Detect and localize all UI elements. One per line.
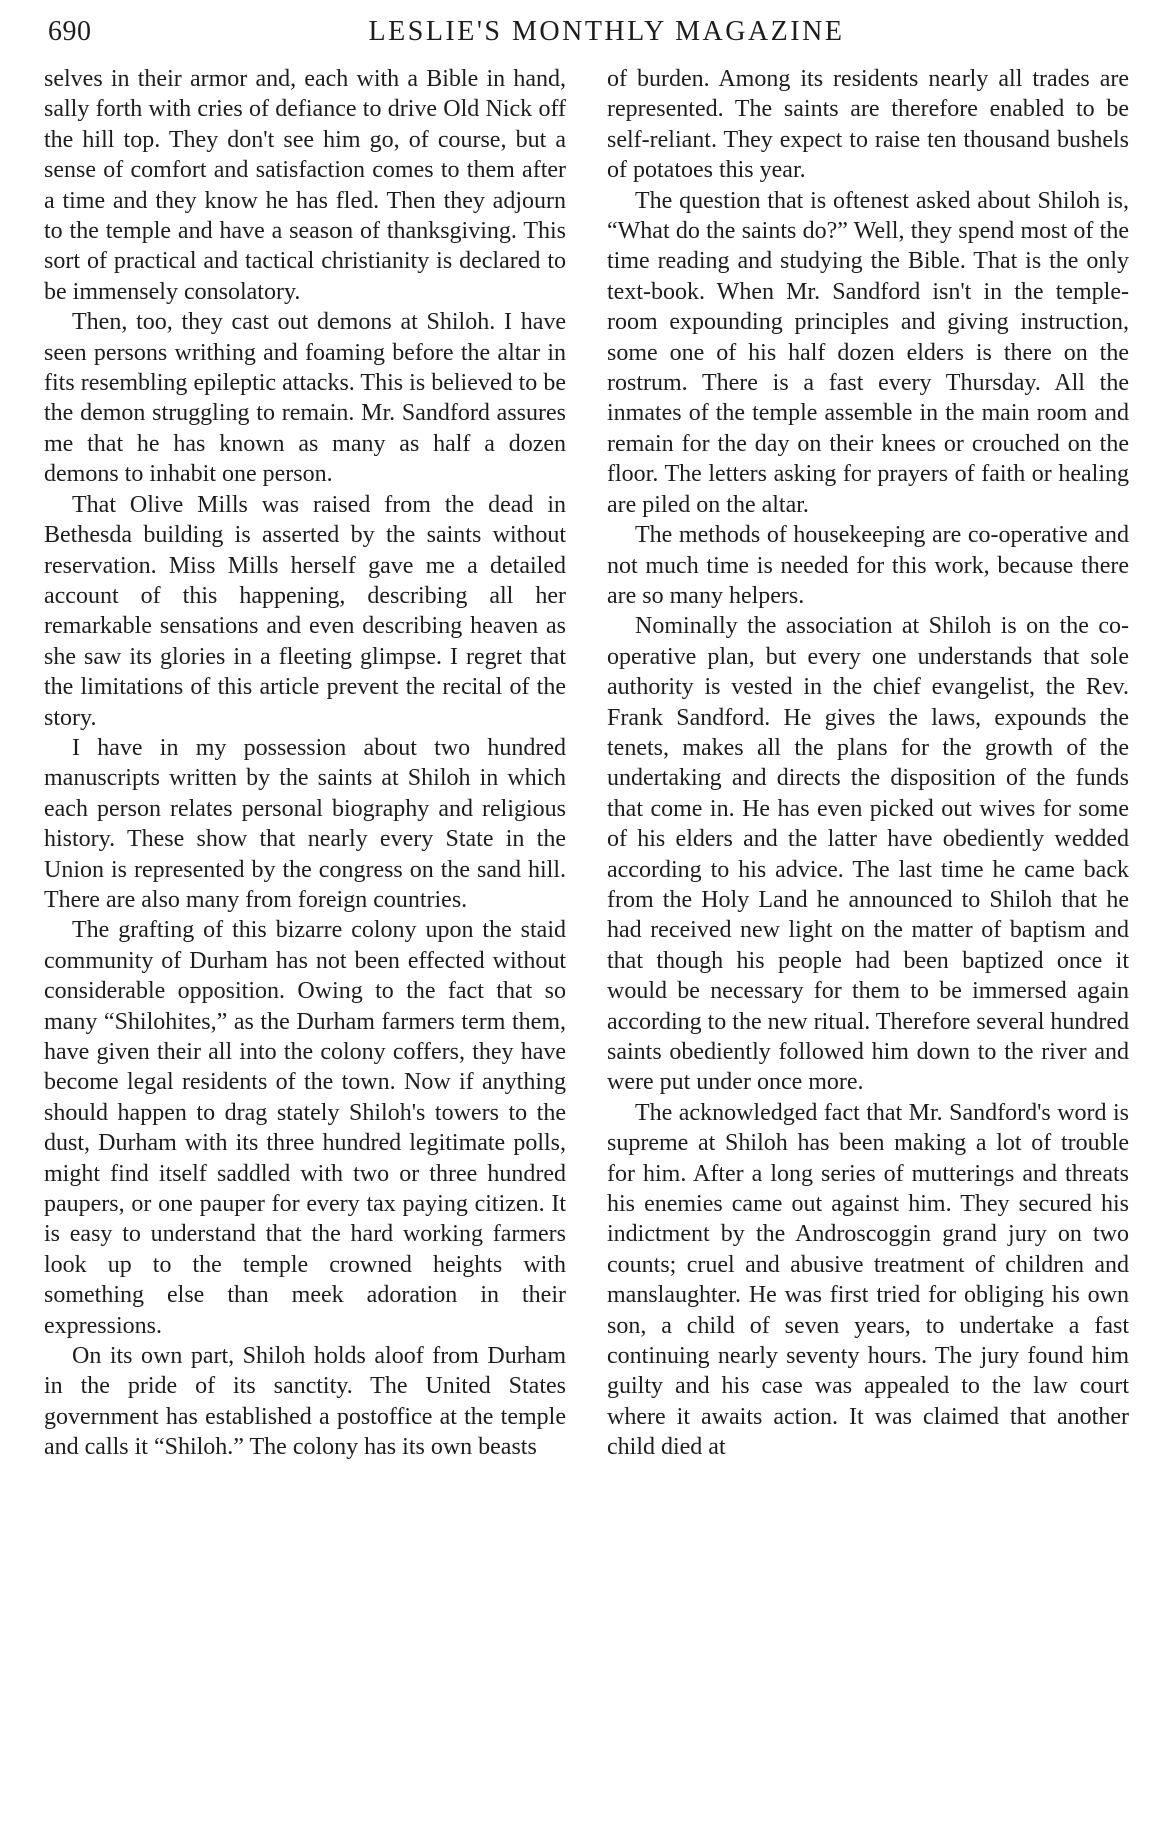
paragraph: I have in my possession about two hundred manuscripts written by the saints at Shiloh in which each person relates personal biography and religious history. These show that nearly every State in the Union is represented by the congress on the sand hill. There are also many from foreign countries. [44, 734, 566, 913]
left-column [44, 64, 566, 1463]
right-column [607, 64, 1129, 1463]
page-header [44, 14, 1129, 54]
article-columns [44, 64, 1129, 1463]
paragraph: On its own part, Shiloh holds aloof from Durham in the pride of its sanctity. The United States government has established a postoffice at the temple and calls it “Shiloh.” The colony has its own beasts [44, 1343, 566, 1461]
running-head: LESLIE'S MONTHLY MAGAZINE [368, 16, 845, 47]
paragraph: Then, too, they cast out demons at Shiloh. I have seen persons writhing and foaming before the altar in fits resembling epileptic attacks. This is believed to be the demon struggling to remain. Mr. Sandford assures me that he has known as many as half a dozen demons to inhabit one person. [44, 309, 566, 488]
paragraph: of burden. Among its residents nearly all trades are represented. The saints are therefore enabled to be self-reliant. They expect to raise ten thousand bushels of potatoes this year. [607, 66, 1129, 184]
paragraph: The grafting of this bizarre colony upon the staid community of Durham has not been effected without considerable opposition. Owing to the fact that so many “Shilohites,” as the Durham farmers term them, have given their all into the colony coffers, they have become legal residents of the town. Now if anything should happen to drag stately Shiloh's towers to the dust, Durham with its three hundred legitimate polls, might find itself saddled with two or three hundred paupers, or one pauper for every tax paying citizen. It is easy to understand that the hard working farmers look up to the temple crowned heights with something else than meek adoration in their expressions. [44, 917, 566, 1339]
paragraph: The acknowledged fact that Mr. Sandford's word is supreme at Shiloh has been making a lot of trouble for him. After a long series of mutterings and threats his enemies came out against him. They secured his indictment by the Androscoggin grand jury on two counts; cruel and abusive treatment of children and manslaughter. He was first tried for obliging his own son, a child of seven years, to undertake a fast continuing nearly seventy hours. The jury found him guilty and his case was appealed to the law court where it awaits action. It was claimed that another child died at [607, 1099, 1129, 1461]
paragraph: The methods of housekeeping are co-operative and not much time is needed for this work, because there are so many helpers. [607, 522, 1129, 609]
paragraph: The question that is oftenest asked about Shiloh is, “What do the saints do?” Well, they spend most of the time reading and studying the Bible. That is the only text-book. When Mr. Sandford isn't in the temple-room expounding principles and giving instruction, some one of his half dozen elders is there on the rostrum. There is a fast every Thursday. All the inmates of the temple assemble in the main room and remain for the day on their knees or crouched on the floor. The letters asking for prayers of faith or healing are piled on the altar. [607, 187, 1129, 518]
paragraph: Nominally the association at Shiloh is on the co-operative plan, but every one understands that sole authority is vested in the chief evangelist, the Rev. Frank Sandford. He gives the laws, expounds the tenets, makes all the plans for the growth of the undertaking and directs the disposition of the funds that come in. He has even picked out wives for some of his elders and the latter have obediently wedded according to his advice. The last time he came back from the Holy Land he announced to Shiloh that he had received new light on the matter of baptism and that though his people had been baptized once it would be necessary for them to be immersed again according to the new ritual. Therefore several hundred saints obediently followed him down to the river and were put under once more. [607, 613, 1129, 1096]
paragraph: That Olive Mills was raised from the dead in Bethesda building is asserted by the saints without reservation. Miss Mills herself gave me a detailed account of this happening, describing all her remarkable sensations and even describing heaven as she saw its glories in a fleeting glimpse. I regret that the limitations of this article prevent the recital of the story. [44, 491, 566, 731]
page-number: 690 [48, 16, 92, 47]
paragraph: selves in their armor and, each with a Bible in hand, sally forth with cries of defiance to drive Old Nick off the hill top. They don't see him go, of course, but a sense of comfort and satisfaction comes to them after a time and they know he has fled. Then they adjourn to the temple and have a season of thanksgiving. This sort of practical and tactical christianity is declared to be immensely consolatory. [44, 66, 566, 305]
